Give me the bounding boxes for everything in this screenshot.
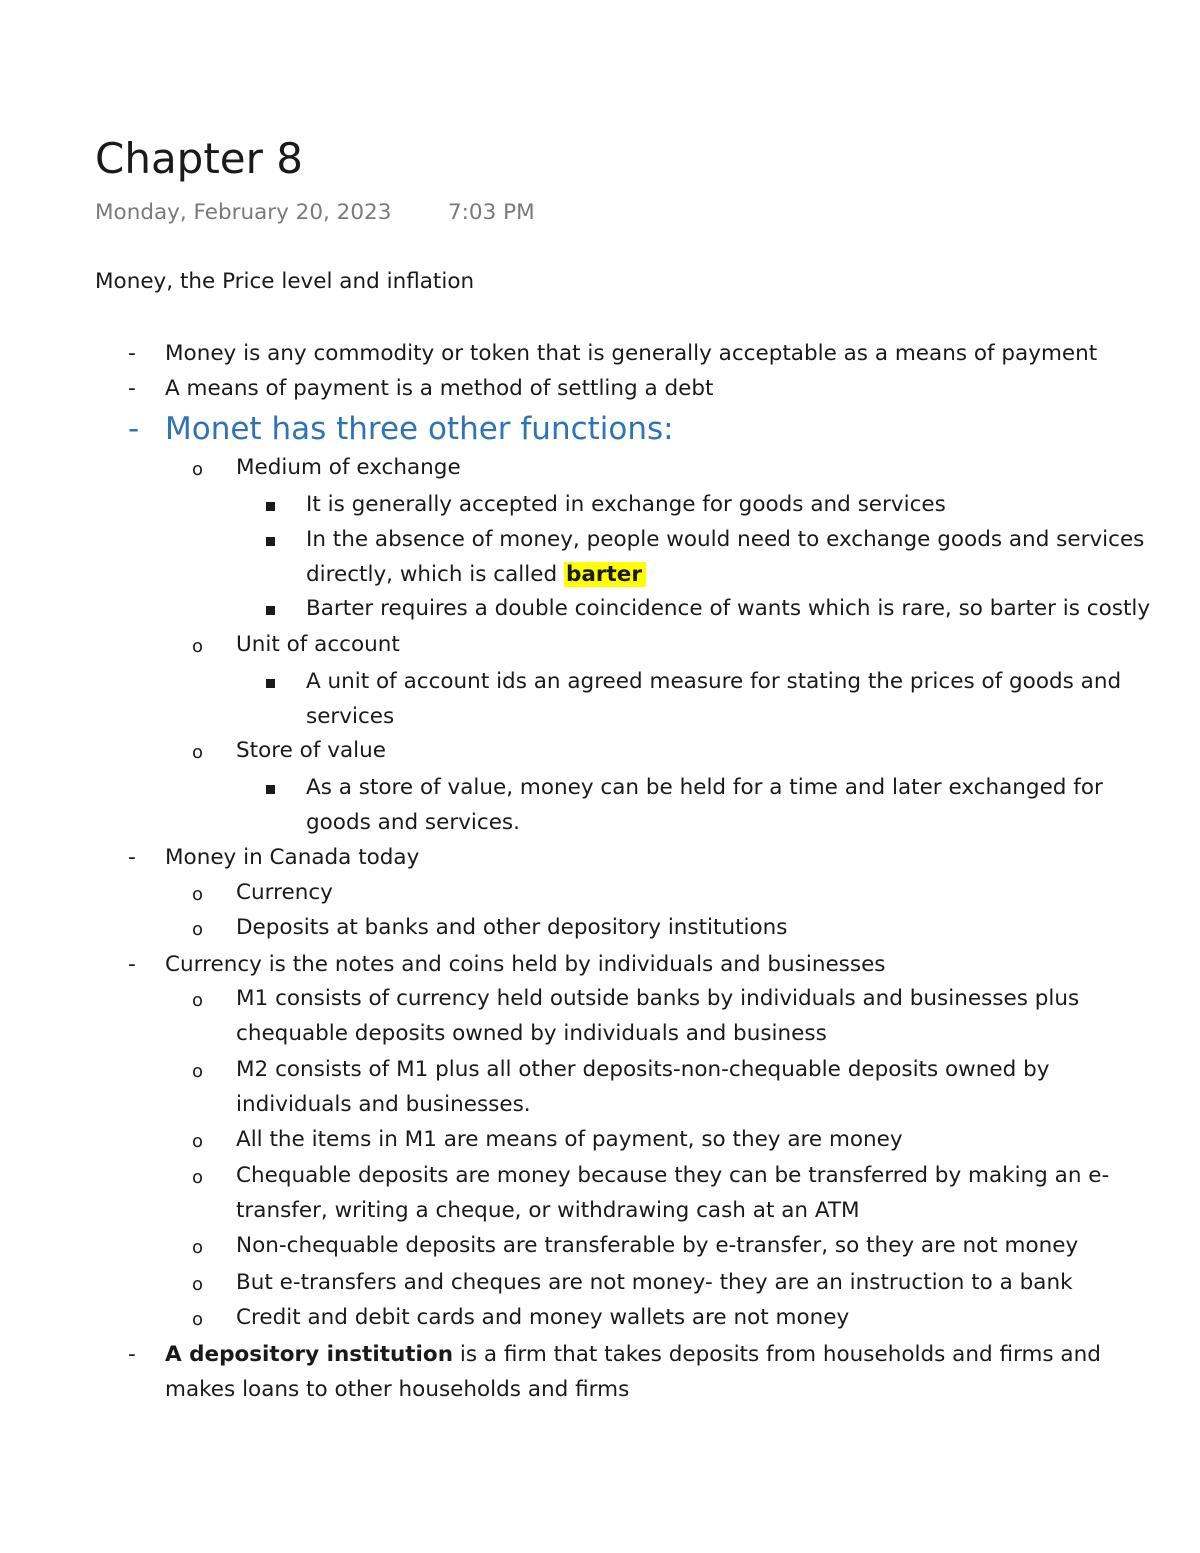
list-item: Medium of exchange [236, 455, 461, 480]
list-item: Deposits at banks and other depository institutions [236, 915, 788, 940]
list-item: A unit of account ids an agreed measure for stating the prices of goods and [306, 669, 1122, 694]
list-item: But e-transfers and cheques are not money- they are an instruction to a bank [236, 1270, 1073, 1295]
list-item: All the items in M1 are means of payment, so they are money [236, 1127, 903, 1152]
list-item: Chequable deposits are money because they can be transferred by making an e- [236, 1163, 1110, 1188]
dash-bullet: - [128, 341, 136, 366]
circle-bullet: o [192, 1274, 204, 1295]
list-item: M2 consists of M1 plus all other deposits-non-chequable deposits owned by [236, 1057, 1050, 1082]
text-run: is a firm that takes deposits from households and firms and [453, 1342, 1101, 1367]
list-item-continuation: goods and services. [306, 810, 520, 835]
circle-bullet: o [192, 742, 204, 763]
circle-bullet: o [192, 1131, 204, 1152]
dash-bullet: - [128, 952, 136, 977]
square-bullet-icon [266, 537, 275, 546]
circle-bullet: o [192, 1237, 204, 1258]
list-item-continuation [306, 561, 646, 589]
list-item: M1 consists of currency held outside banks by individuals and businesses plus [236, 986, 1080, 1011]
page-date: Monday, February 20, 2023 [95, 200, 392, 225]
circle-bullet: o [192, 884, 204, 905]
highlighted-term: barter [564, 562, 646, 587]
text-run: directly, which is called [306, 562, 564, 587]
list-item: In the absence of money, people would need to exchange goods and services [306, 527, 1145, 552]
list-item: Non-chequable deposits are transferable by e-transfer, so they are not money [236, 1233, 1079, 1258]
dash-bullet: - [128, 376, 136, 401]
section-subtitle: Money, the Price level and inflation [95, 269, 475, 294]
list-heading: Monet has three other functions: [165, 411, 674, 447]
circle-bullet: o [192, 459, 204, 480]
page-title: Chapter 8 [95, 134, 303, 183]
circle-bullet: o [192, 1309, 204, 1330]
dash-bullet: - [128, 1342, 136, 1367]
list-item: Currency [236, 880, 333, 905]
list-item: Currency is the notes and coins held by individuals and businesses [165, 952, 886, 977]
dash-bullet: - [128, 845, 136, 870]
list-item: Credit and debit cards and money wallets are not money [236, 1305, 850, 1330]
square-bullet-icon [266, 502, 275, 511]
circle-bullet: o [192, 636, 204, 657]
dash-bullet: - [128, 411, 140, 447]
list-item: A means of payment is a method of settling a debt [165, 376, 714, 401]
list-item: As a store of value, money can be held for a time and later exchanged for [306, 775, 1103, 800]
square-bullet-icon [266, 785, 275, 794]
circle-bullet: o [192, 1061, 204, 1082]
list-item-continuation: services [306, 704, 395, 729]
page-time: 7:03 PM [448, 200, 535, 225]
bold-term: A depository institution [165, 1342, 454, 1367]
list-item-continuation: chequable deposits owned by individuals and business [236, 1021, 827, 1046]
list-item-continuation: individuals and businesses. [236, 1092, 531, 1117]
list-item: Money is any commodity or token that is generally acceptable as a means of payment [165, 341, 1098, 366]
square-bullet-icon [266, 679, 275, 688]
list-item [165, 1341, 1101, 1369]
list-item-continuation: transfer, writing a cheque, or withdrawing cash at an ATM [236, 1198, 860, 1223]
list-item-continuation: makes loans to other households and firms [165, 1377, 630, 1402]
circle-bullet: o [192, 1167, 204, 1188]
list-item: Store of value [236, 738, 386, 763]
list-item: It is generally accepted in exchange for goods and services [306, 492, 946, 517]
list-item: Money in Canada today [165, 845, 420, 870]
list-item: Unit of account [236, 632, 400, 657]
list-item: Barter requires a double coincidence of wants which is rare, so barter is costly [306, 596, 1151, 621]
circle-bullet: o [192, 919, 204, 940]
circle-bullet: o [192, 990, 204, 1011]
square-bullet-icon [266, 606, 275, 615]
